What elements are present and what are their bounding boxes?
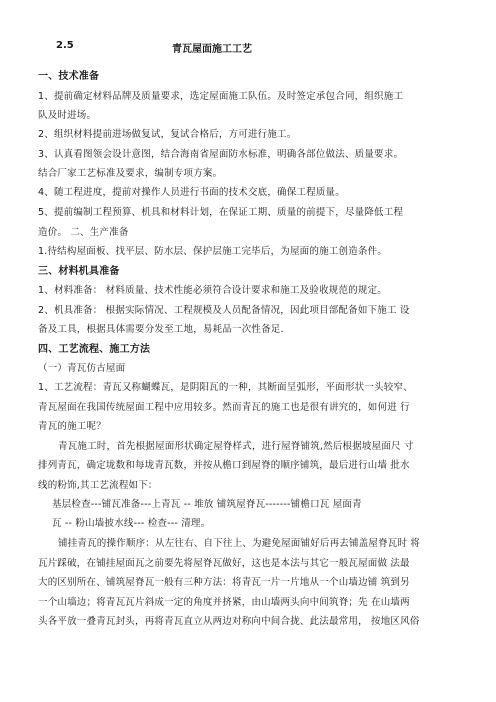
paragraph-line: 青瓦的施工呢？: [38, 421, 106, 432]
paragraph-line: 2、机具准备： 根据实际情况、工程规模及人员配备情况，因此项目部配备如下施工 设: [38, 305, 410, 316]
paragraph-line: 结合厂家工艺标准及要求，编制专项方案。: [38, 168, 223, 179]
paragraph-line: 青瓦屋面在我国传统屋面工程中应用较多。然而青瓦的施工也是很有讲究的，如何进 行: [38, 402, 410, 413]
paragraph-line: 备及工具，根据具体需要分发至工地，易耗品一次性备足.: [38, 324, 284, 335]
paragraph-line: 线的粉饰,其工艺流程如下：: [38, 480, 158, 491]
process-flow-line: 瓦 -- 粉山墙披水线--- 检查--- 清理。: [52, 518, 211, 529]
paragraph-line: 头各平放一叠青瓦封头，再将青瓦直立从两边对称向中间合拢、此法最常用， 按地区风俗: [38, 616, 420, 627]
paragraph-line: 大的区别所在、铺筑屋脊瓦一般有三种方法：将青瓦一片一片地从一个山墙边铺 筑到另: [38, 577, 410, 588]
subheading-ancient-roof: （一）青瓦仿古屋面: [38, 363, 126, 374]
paragraph-line: 瓦片踩破，在铺挂屋面瓦之前要先将屋脊瓦做好，这也是本法与其它一般瓦屋面做 法最: [38, 558, 410, 569]
section-number: 2.5: [56, 40, 74, 51]
heading-tech-prep: 一、技术准备: [38, 71, 100, 82]
paragraph-line: 2、组织材料提前进场做复试，复试合格后，方可进行施工。: [38, 129, 297, 140]
paragraph-line: 1、提前确定材料品牌及质量要求，选定屋面施工队伍。及时签定承包合同，组织施工: [38, 91, 404, 102]
paragraph-line: 1.待结构屋面板、找平层、防水层、保护层施工完毕后，为屋面的施工创造条件。: [38, 246, 387, 257]
paragraph-line: 3、认真看图领会设计意图，结合海南省屋面防水标准，明确各部位做法、质量要求。: [38, 149, 404, 160]
paragraph-line: 排列青瓦，确定垅数和每垅青瓦数，并按从檐口到屋脊的顺序铺筑，最后进行山墙 批水: [38, 460, 410, 471]
heading-process: 四、工艺流程、施工方法: [38, 344, 151, 355]
paragraph-line-with-heading: 造价。 二、生产准备: [38, 227, 129, 238]
paragraph-line: 1、材料准备： 材料质量、技术性能必须符合设计要求和施工及验收规范的规定。: [38, 285, 387, 296]
process-flow-line: 基层检查---铺瓦准备---上青瓦 -- 堆放 铺筑屋脊瓦-------铺檐口瓦 屋面青: [52, 499, 362, 510]
section-title: 青瓦屋面施工工艺: [172, 44, 252, 55]
heading-materials: 三、材料机具准备: [38, 266, 120, 277]
paragraph-line: 队及时进场。: [38, 110, 97, 121]
paragraph-line: 一个山墙边；将青瓦瓦片斜成一定的角度并挤紧，由山墙两头向中间筑脊；先 在山墙两: [38, 597, 410, 608]
paragraph-line: 铺挂青瓦的操作顺序：从左往右、自下往上、为避免屋面铺好后再去铺盖屋脊瓦时 将: [58, 538, 421, 549]
paragraph-line: 1、工艺流程：青瓦又称蝴蝶瓦，是阴阳瓦的一种，其断面呈弧形，平面形状一头较窄、: [38, 382, 413, 393]
paragraph-line: 青瓦施工时，首先根据屋面形状确定屋脊样式，进行屋脊铺筑,然后根据坡屋面尺 寸: [58, 441, 414, 452]
paragraph-line: 5、提前编制工程预算、机具和材料计划，在保证工期、质量的前提下，尽量降低工程: [38, 207, 404, 218]
paragraph-line: 4、随工程进度，提前对操作人员进行书面的技术交底，确保工程质量。: [38, 187, 345, 198]
